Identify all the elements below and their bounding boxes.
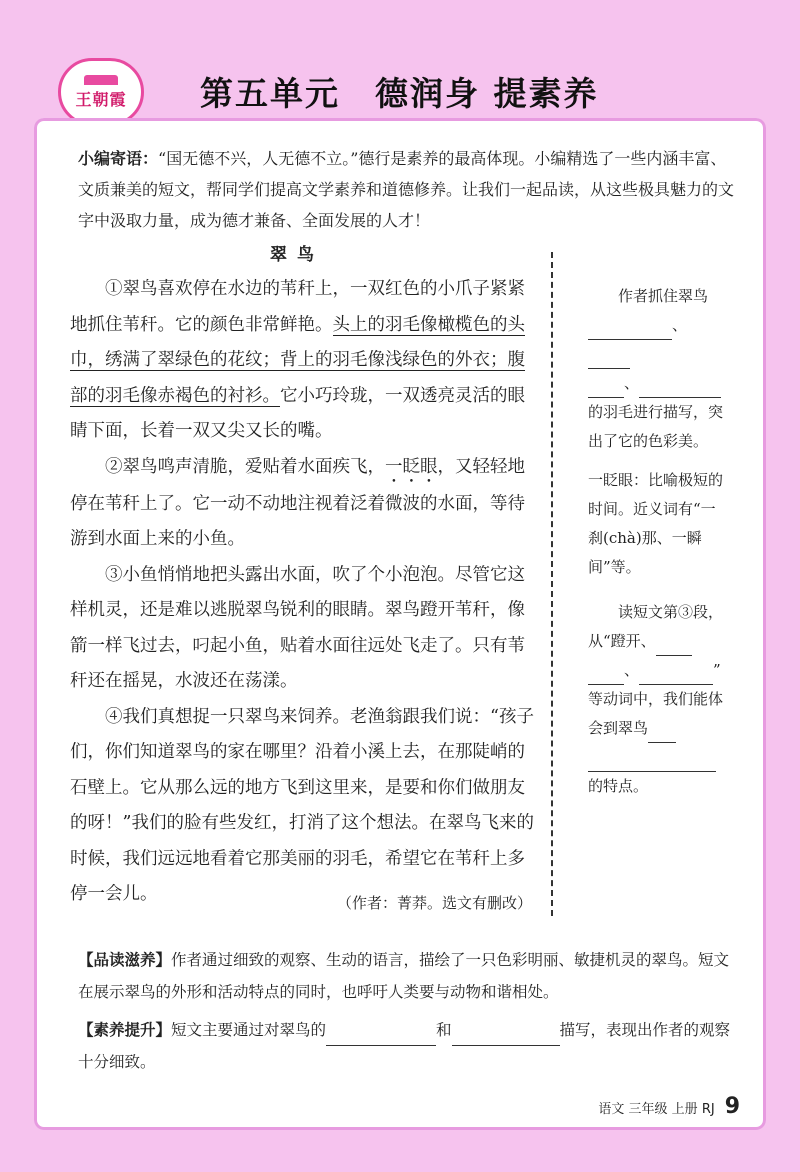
literacy-upgrade (78, 1014, 738, 1078)
answer-blank[interactable] (648, 720, 676, 743)
literacy-label: 【素养提升】 (78, 1021, 172, 1039)
side-note-1 (588, 282, 728, 456)
editor-note-label: 小编寄语： (78, 149, 159, 168)
side-note-1-text-b: 的羽毛进行描写，突出了它的色彩美。 (588, 403, 724, 450)
literacy-text-a: 短文主要通过对翠鸟的 (171, 1021, 327, 1039)
reading-label: 【品读滋养】 (78, 951, 172, 969)
logo-text: 王朝霞 (75, 89, 127, 109)
side-note-1-blanks-row2: 、 (588, 369, 728, 398)
answer-blank[interactable] (326, 1023, 436, 1046)
editor-note-text: “国无德不兴，人无德不立。”德行是素养的最高体现。小编精选了一些内涵丰富、文质兼美的短文，帮同学们提高文学素养和道德修养。让我们一起品读，从这些极具魅力的文字中汲取力量，成为德才兼备、全面发展的人才！ (78, 149, 735, 230)
side-note-2: 一眨眼：比喻极短的时间。近义词有“一刹(chà)那、一瞬间”等。 (588, 471, 724, 576)
side-note-3-text-b: 等动词中，我们能体会到翠鸟 (588, 690, 724, 737)
answer-blank[interactable] (639, 662, 713, 685)
reading-text: 作者通过细致的观察、生动的语言，描绘了一只色彩明丽、敏捷机灵的翠鸟。短文在展示翠鸟的外形和活动特点的同时，也呼吁人类要与动物和谐相处。 (78, 951, 730, 1001)
column-divider (551, 252, 553, 916)
answer-blank[interactable] (588, 749, 716, 772)
answer-blank[interactable] (588, 317, 672, 340)
paragraph-4: ④我们真想捉一只翠鸟来饲养。老渔翁跟我们说：“孩子们，你们知道翠鸟的家在哪里？沿着小溪上去，在那陡峭的石壁上。它从那么远的地方飞到这里来，是要和你们做朋友的呀！”我们的脸有些发红，打消了这个想法。在翠鸟飞来的时候，我们远远地看着它那美丽的羽毛，希望它在苇秆上多停一会儿。 (70, 706, 534, 904)
p2-text-a: ②翠鸟鸣声清脆，爱贴着水面疾飞， (105, 456, 385, 477)
article-title: 翠鸟 (270, 245, 324, 265)
page-number: 9 (724, 1094, 740, 1119)
p1-underlined: 头上的羽毛像橄榄色的头巾，绣满了翠绿色的花纹；背上的羽毛像浅绿色的外衣；腹部的羽毛像赤褐色的衬衫。 (70, 314, 525, 406)
side-note-1-text-a: 作者抓住翠鸟 (618, 287, 709, 305)
article-body (70, 272, 536, 913)
answer-blank[interactable] (588, 346, 630, 369)
unit-title: 第五单元 德润身 提素养 (200, 74, 599, 113)
answer-blank[interactable] (452, 1023, 560, 1046)
side-note-1-blanks-row1: 、 (588, 311, 728, 369)
page-header (0, 0, 800, 118)
p2-dotted: 一眨眼 (385, 456, 438, 477)
answer-blank[interactable] (656, 633, 692, 656)
crown-icon (84, 75, 118, 85)
p1-text-a: ①翠鸟喜欢停在水边的苇秆上，一双红色的小爪子紧紧地抓住苇秆。它的颜色非常鲜艳。 (70, 279, 525, 335)
book-info: 语文 三年级 上册 RJ (598, 1102, 715, 1117)
paragraph-1 (70, 272, 536, 450)
reading-nourishment (78, 944, 738, 1008)
brand-logo (58, 58, 144, 126)
answer-blank[interactable] (588, 662, 624, 685)
paragraph-2 (70, 450, 536, 558)
literacy-text-c: 描写，表现出作者的观察十分细致。 (78, 1021, 731, 1071)
side-note-3-text-a: 读短文第③段，从“蹬开、 (588, 603, 724, 650)
literacy-text-b: 和 (436, 1021, 452, 1039)
answer-blank[interactable] (588, 375, 624, 398)
paragraph-3: ③小鱼悄悄地把头露出水面，吹了个小泡泡。尽管它这样机灵，还是难以逃脱翠鸟锐利的眼睛。翠鸟蹬开苇秆，像箭一样飞过去，叼起小鱼，贴着水面往远处飞走了。只有苇秆还在摇晃，水波还在荡漾。 (70, 564, 525, 691)
page-footer (598, 1094, 740, 1119)
p2-text-b: ，又轻轻地停在苇秆上了。它一动不动地注视着泛着微波的水面，等待游到水面上来的小鱼。 (70, 456, 525, 549)
side-note-3-text-c: 的特点。 (588, 777, 649, 795)
p1-text-b: 它小巧玲珑，一双透亮灵活的眼睛下面，长着一双又尖又长的嘴。 (70, 385, 525, 441)
editor-note (78, 143, 738, 236)
answer-blank[interactable] (639, 375, 721, 398)
side-note-3: 读短文第③段，从“蹬开、 、 ” 等动词中，我们能体会到翠鸟 的特点。 (588, 598, 728, 801)
article-source: （作者：菁莽。选文有删改） (336, 894, 532, 912)
